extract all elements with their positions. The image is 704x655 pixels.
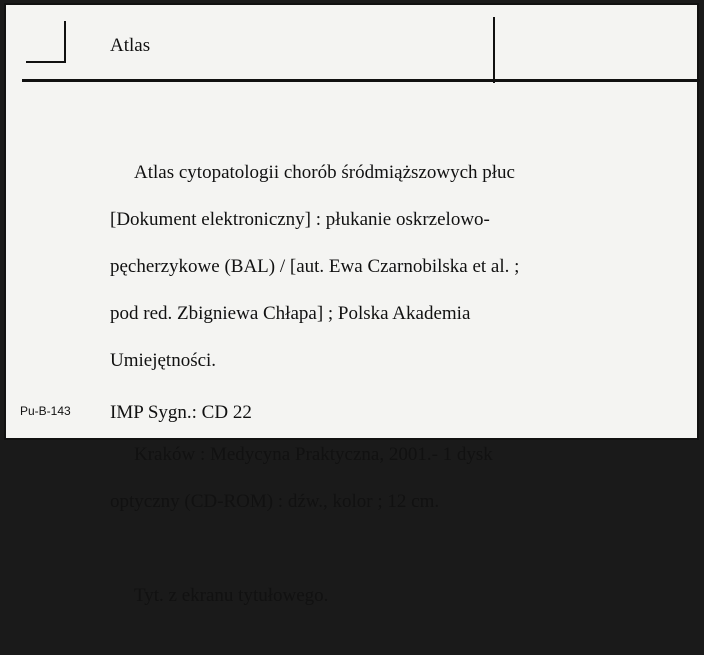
call-number: IMP Sygn.: CD 22 [110,402,252,423]
entry-line: Kraków : Medycyna Praktyczna, 2001.- 1 dysk [134,444,493,465]
catalog-card [4,3,699,606]
corner-mark-horizontal [26,61,66,63]
entry-line: Umiejętności. [110,350,217,371]
entry-line: optyczny (CD-ROM) : dźw., kolor ; 12 cm. [110,491,440,512]
bibliographic-entry [110,114,580,655]
entry-line: [Dokument elektroniczny] : płukanie oskrzelowo- [110,209,490,230]
corner-mark [64,21,66,63]
header-horizontal-rule [22,79,700,82]
entry-line: Tyt. z ekranu tytułowego. [134,585,329,606]
entry-line: pęcherzykowe (BAL) / [aut. Ewa Czarnobilska et al. ; [110,256,520,277]
entry-line: Atlas cytopatologii chorób śródmiąższowych płuc [134,162,515,183]
title-paragraph [110,138,580,397]
entry-line: pod red. Zbigniewa Chłapa] ; Polska Akademia [110,303,471,324]
header-vertical-rule [493,17,495,83]
card-header-title: Atlas [110,35,151,56]
note-paragraph [110,561,580,632]
publication-paragraph [110,420,580,538]
card-code: Pu-B-143 [20,404,71,418]
